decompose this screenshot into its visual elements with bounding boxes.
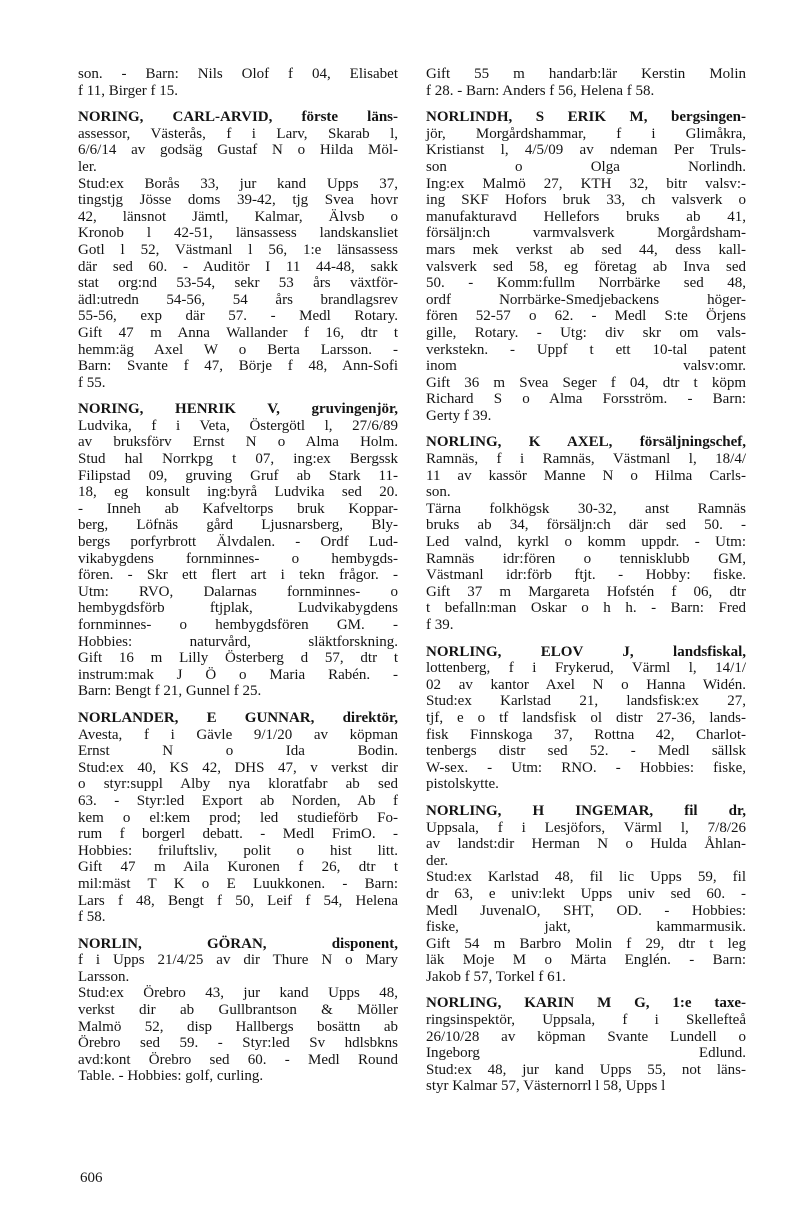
entry-line: Västmanl idr:förb ftjt. - Hobby: fiske. <box>426 567 746 584</box>
entry-line: hembygdsförb ftjplak, Ludvikabygdens <box>78 600 398 617</box>
entry-heading: NORLING, K AXEL, försäljningschef, <box>426 434 746 451</box>
entry-line: 26/10/28 av köpman Svante Lundell o <box>426 1028 746 1045</box>
entry-line: av landst:dir Herman N o Hulda Åhlan- <box>426 836 746 853</box>
entry-line: 55-56, exp där 57. - Medl Rotary. <box>78 308 398 325</box>
biography-entry <box>426 66 746 99</box>
entry-line: tingstjg Jösse doms 39-42, tjg Svea hovr <box>78 192 398 209</box>
entry-line: Stud:ex Karlstad 21, landsfisk:ex 27, <box>426 693 746 710</box>
entry-heading: NORLING, ELOV J, landsfiskal, <box>426 643 746 660</box>
biography-entry <box>78 936 398 1085</box>
entry-line: fisk Finnskoga 37, Rottna 42, Charlot- <box>426 726 746 743</box>
entry-line: Stud:ex Karlstad 48, fil lic Upps 59, fil <box>426 869 746 886</box>
entry-line: gille, Rotary. - Utg: div skr om vals- <box>426 324 746 341</box>
entry-line: Kristianst l, 4/5/09 av ndeman Per Truls- <box>426 142 746 159</box>
entry-heading: NORLANDER, E GUNNAR, direktör, <box>78 709 398 726</box>
entry-line: Richard S o Alma Forsström. - Barn: <box>426 391 746 408</box>
entry-line: - Inneh ab Kafveltorps bruk Koppar- <box>78 500 398 517</box>
entry-line: fören. - Skr ett flert art i tekn frågor. - <box>78 567 398 584</box>
entry-line: Stud:ex 48, jur kand Upps 55, not läns- <box>426 1061 746 1078</box>
entry-line: f 58. <box>78 909 106 926</box>
entry-line: 63. - Styr:led Export ab Norden, Ab f <box>78 792 398 809</box>
entry-line: Jakob f 57, Torkel f 61. <box>426 968 566 985</box>
entry-line: 42, länsnot Jämtl, Kalmar, Älvsb o <box>78 208 398 225</box>
entry-line: Gotl l 52, Västmanl l 56, 1:e länsassess <box>78 241 398 258</box>
entry-line: Larsson. <box>78 968 130 985</box>
entry-heading: NORLING, H INGEMAR, fil dr, <box>426 802 746 819</box>
entry-line: Stud:ex 40, KS 42, DHS 47, v verkst dir <box>78 759 398 776</box>
entry-line: Uppsala, f i Lesjöfors, Värml l, 7/8/26 <box>426 819 746 836</box>
entry-heading: NORLING, KARIN M G, 1:e taxe- <box>426 995 746 1012</box>
entry-heading: NORLINDH, S ERIK M, bergsingen- <box>426 109 746 126</box>
entry-line: assessor, Västerås, f i Larv, Skarab l, <box>78 125 398 142</box>
entry-line: son o Olga Norlindh. <box>426 158 746 175</box>
entry-line: där sed 60. - Auditör I 11 44-48, sakk <box>78 258 398 275</box>
entry-line: vikabygdens fornminnes- o hembygds- <box>78 550 398 567</box>
entry-line: fornminnes- o hembygdsfören GM. - <box>78 617 398 633</box>
entry-line: Utm: RVO, Dalarnas fornminnes- o <box>78 583 398 600</box>
entry-line: ringsinspektör, Uppsala, f i Skellefteå <box>426 1012 746 1029</box>
entry-line: berg, Löfnäs gård Ljusnarsberg, Bly- <box>78 517 398 534</box>
entry-line: Tärna folkhögsk 30-32, anst Ramnäs <box>426 500 746 517</box>
entry-line: W-sex. - Utm: RNO. - Hobbies: fiske, <box>426 759 746 776</box>
entry-line: Led valnd, kyrkl o komm uppdr. - Utm: <box>426 534 746 551</box>
entry-line: Malmö 52, disp Hallbergs bosättn ab <box>78 1018 398 1035</box>
entry-line: Barn: Bengt f 21, Gunnel f 25. <box>78 683 262 700</box>
biography-entry <box>78 66 398 99</box>
entry-line: Stud:ex Borås 33, jur kand Upps 37, <box>78 175 398 192</box>
entry-line: inom valsv:omr. <box>426 358 746 375</box>
entry-line: o styr:suppl Alby nya kloratfabr ab sed <box>78 776 398 793</box>
entry-line: bruks ab 34, försäljn:ch där sed 50. - <box>426 517 746 534</box>
entry-line: pistolskytte. <box>426 776 499 793</box>
entry-line: Gift 55 m handarb:lär Kerstin Molin <box>426 66 746 82</box>
entry-line: avd:kont Örebro sed 60. - Medl Round <box>78 1051 398 1068</box>
entry-line: f 55. <box>78 374 106 391</box>
entry-line: bergs porfyrbrott Älvdalen. - Ordf Lud- <box>78 534 398 551</box>
entry-line: Table. - Hobbies: golf, curling. <box>78 1068 264 1085</box>
entry-line: manufakturavd Hellefors bruks ab 41, <box>426 208 746 225</box>
entry-line: f 11, Birger f 15. <box>78 82 178 99</box>
entry-line: dr 63, e univ:lekt Upps univ sed 60. - <box>426 885 746 902</box>
entry-line: Ramnäs, f i Ramnäs, Västmanl l, 18/4/ <box>426 451 746 468</box>
biography-entry <box>426 644 746 793</box>
entry-line: fören 52-57 o 62. - Medl S:te Örjens <box>426 308 746 325</box>
entry-line: Ingeborg Edlund. <box>426 1045 746 1062</box>
entry-line: kem o el:kem prod; led studieförb Fo- <box>78 809 398 826</box>
entry-line: valsverk sed 58, eg företag ab Inva sed <box>426 258 746 275</box>
entry-line: 50. - Komm:fullm Norrbärke sed 48, <box>426 275 746 292</box>
entry-line: Ernst N o Ida Bodin. <box>78 743 398 760</box>
page-number: 606 <box>80 1170 103 1186</box>
entry-line: Hobbies: naturvård, släktforskning. <box>78 633 398 650</box>
entry-line: styr Kalmar 57, Västernorrl l 58, Upps l <box>426 1078 666 1095</box>
entry-line: Ing:ex Malmö 27, KTH 32, bitr valsv:- <box>426 175 746 192</box>
entry-line: Gift 16 m Lilly Österberg d 57, dtr t <box>78 650 398 667</box>
entry-line: tenbergs distr sed 52. - Medl sällsk <box>426 743 746 760</box>
entry-line: verkst dir ab Gullbrantson & Möller <box>78 1002 398 1019</box>
entry-line: jör, Morgårdshammar, f i Glimåkra, <box>426 125 746 142</box>
entry-line: Örebro sed 59. - Styr:led Sv hdlsbkns <box>78 1035 398 1052</box>
entry-line: instrum:mak J Ö o Maria Rabén. - <box>78 666 398 683</box>
entry-line: tjf, e o tf landsfisk ol distr 27-36, lands- <box>426 709 746 726</box>
entry-line: av bruksförv Ernst N o Alma Holm. <box>78 434 398 451</box>
entry-heading: NORING, CARL-ARVID, förste läns- <box>78 109 398 126</box>
entry-line: Ludvika, f i Veta, Östergötl l, 27/6/89 <box>78 417 398 434</box>
entry-line: f i Upps 21/4/25 av dir Thure N o Mary <box>78 952 398 969</box>
entry-line: Gift 54 m Barbro Molin f 29, dtr t leg <box>426 935 746 952</box>
biography-entry <box>78 710 398 926</box>
entry-line: verkstekn. - Uppf t ett 10-tal patent <box>426 341 746 358</box>
entry-line: ing SKF Hofors bruk 33, ch valsverk o <box>426 192 746 209</box>
entry-line: Filipstad 09, gruving Gruf ab Stark 11- <box>78 467 398 484</box>
entry-line: Kronob l 42-51, länsassess landskansliet <box>78 225 398 242</box>
entry-line: läk Moje M o Märta Englén. - Barn: <box>426 952 746 969</box>
entry-line: son. <box>426 484 451 501</box>
entry-line: Hobbies: friluftsliv, polit o hist litt. <box>78 842 398 859</box>
entry-line: mars mek verkst ab sed 44, dess kall- <box>426 241 746 258</box>
entry-line: Gift 36 m Svea Seger f 04, dtr t köpm <box>426 374 746 391</box>
entry-line: fiske, jakt, kammarmusik. <box>426 919 746 936</box>
entry-line: 11 av kassör Manne N o Hilma Carls- <box>426 467 746 484</box>
entry-line: ler. <box>78 158 97 175</box>
biography-entry <box>426 995 746 1095</box>
entry-line: Lars f 48, Bengt f 50, Leif f 54, Helena <box>78 892 398 909</box>
entry-line: Gift 37 m Margareta Hofstén f 06, dtr <box>426 583 746 600</box>
entry-line: rum f borgerl debatt. - Medl FrimO. - <box>78 826 398 843</box>
entry-line: lottenberg, f i Frykerud, Värml l, 14/1/ <box>426 660 746 677</box>
biography-entry <box>426 803 746 986</box>
biography-entry <box>78 401 398 700</box>
entry-line: f 39. <box>426 617 454 633</box>
entry-line: ädl:utredn 54-56, 54 års brandlagsrev <box>78 291 398 308</box>
entry-line: Medl JuvenalO, SHT, OD. - Hobbies: <box>426 902 746 919</box>
entry-line: hemm:äg Axel W o Berta Larsson. - <box>78 341 398 358</box>
entry-line: Gerty f 39. <box>426 407 492 424</box>
entry-line: Stud hal Norrkpg t 07, ing:ex Bergssk <box>78 451 398 468</box>
entry-line: t befalln:man Oskar o h h. - Barn: Fred <box>426 600 746 617</box>
entry-heading: NORING, HENRIK V, gruvingenjör, <box>78 401 398 418</box>
entry-line: Gift 47 m Anna Wallander f 16, dtr t <box>78 324 398 341</box>
entry-line: Ramnäs idr:fören o tennisklubb GM, <box>426 550 746 567</box>
entry-heading: NORLIN, GÖRAN, disponent, <box>78 935 398 952</box>
entry-line: son. - Barn: Nils Olof f 04, Elisabet <box>78 66 398 82</box>
left-column <box>78 66 398 1095</box>
entry-line: mil:mäst T K o E Luukkonen. - Barn: <box>78 875 398 892</box>
entry-line: f 28. - Barn: Anders f 56, Helena f 58. <box>426 82 655 99</box>
biography-entry <box>78 109 398 391</box>
entry-line: 6/6/14 av godsäg Gustaf N o Hilda Möl- <box>78 142 398 159</box>
entry-line: Avesta, f i Gävle 9/1/20 av köpman <box>78 726 398 743</box>
entry-line: Stud:ex Örebro 43, jur kand Upps 48, <box>78 985 398 1002</box>
biography-entry <box>426 434 746 633</box>
entry-line: ordf Norrbärke-Smedjebackens höger- <box>426 291 746 308</box>
biography-entry <box>426 109 746 424</box>
entry-line: 18, eg konsult ing:byrå Ludvika sed 20. <box>78 484 398 501</box>
right-column <box>426 66 746 1105</box>
entry-line: 02 av kantor Axel N o Hanna Widén. <box>426 676 746 693</box>
entry-line: Barn: Svante f 47, Börje f 48, Ann-Sofi <box>78 358 398 375</box>
entry-line: försäljn:ch varmvalsverk Morgårdsham- <box>426 225 746 242</box>
entry-line: der. <box>426 852 449 869</box>
entry-line: Gift 47 m Aila Kuronen f 26, dtr t <box>78 859 398 876</box>
entry-line: stat org:nd 53-54, sekr 53 års växtför- <box>78 275 398 292</box>
